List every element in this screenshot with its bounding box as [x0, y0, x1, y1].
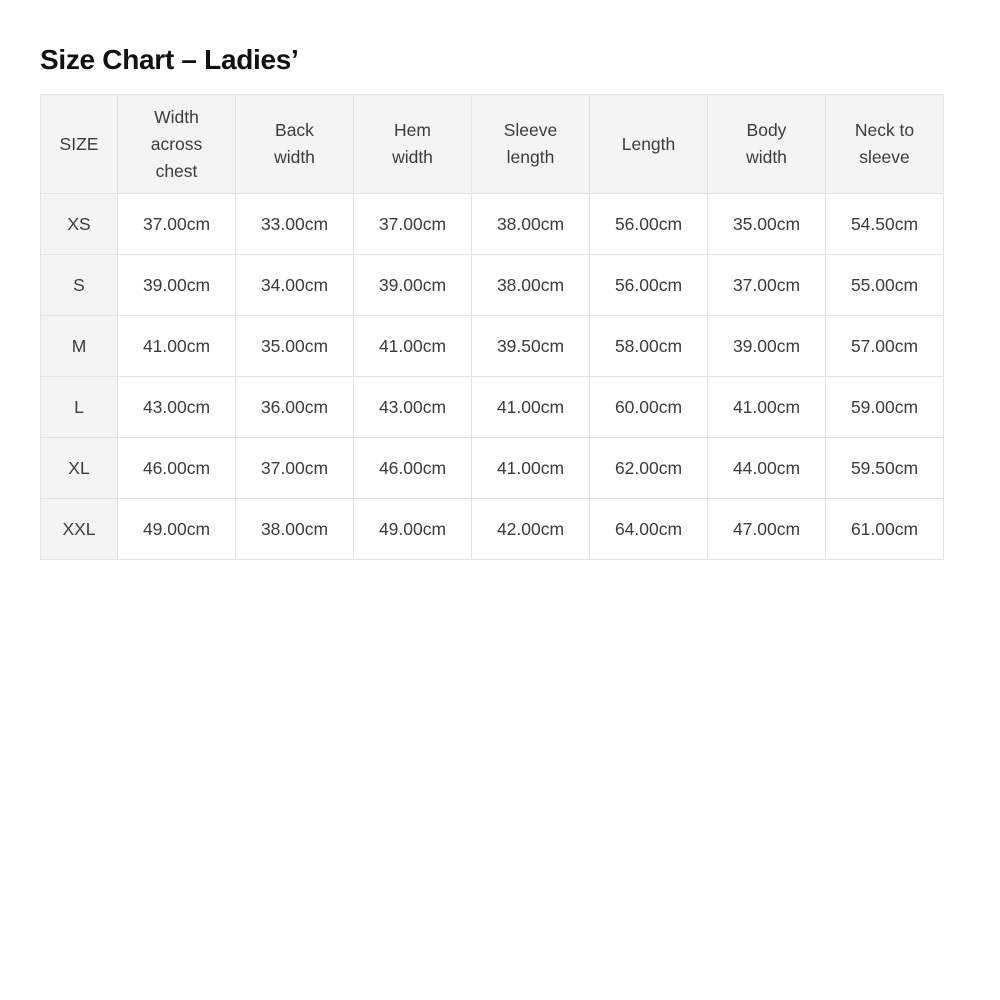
- page-title: Size Chart – Ladies’: [40, 44, 299, 75]
- table-row: [41, 255, 944, 316]
- header-length: Length: [590, 95, 708, 194]
- table-cell: 33.00cm: [236, 194, 354, 255]
- table-cell: 43.00cm: [118, 377, 236, 438]
- header-sleeve-length: Sleeve length: [472, 95, 590, 194]
- table-cell: 37.00cm: [354, 194, 472, 255]
- table-cell: 41.00cm: [472, 438, 590, 499]
- size-cell: XS: [41, 194, 118, 255]
- table-cell: 55.00cm: [826, 255, 944, 316]
- table-row: [41, 438, 944, 499]
- table-row: [41, 316, 944, 377]
- table-row: [41, 377, 944, 438]
- table-cell: 38.00cm: [472, 255, 590, 316]
- header-width-across-chest: Width across chest: [118, 95, 236, 194]
- table-body: [41, 194, 944, 560]
- table-cell: 60.00cm: [590, 377, 708, 438]
- table-cell: 56.00cm: [590, 194, 708, 255]
- table-cell: 41.00cm: [472, 377, 590, 438]
- table-cell: 39.00cm: [354, 255, 472, 316]
- table-cell: 42.00cm: [472, 499, 590, 560]
- table-cell: 46.00cm: [354, 438, 472, 499]
- table-row: [41, 194, 944, 255]
- table-cell: 35.00cm: [708, 194, 826, 255]
- table-cell: 41.00cm: [118, 316, 236, 377]
- table-cell: 35.00cm: [236, 316, 354, 377]
- table-cell: 56.00cm: [590, 255, 708, 316]
- table-cell: 38.00cm: [236, 499, 354, 560]
- table-cell: 38.00cm: [472, 194, 590, 255]
- size-cell: L: [41, 377, 118, 438]
- table-cell: 39.00cm: [708, 316, 826, 377]
- table-cell: 49.00cm: [354, 499, 472, 560]
- table-cell: 47.00cm: [708, 499, 826, 560]
- header-back-width: Back width: [236, 95, 354, 194]
- table-cell: 43.00cm: [354, 377, 472, 438]
- header-size: SIZE: [41, 95, 118, 194]
- size-cell: XL: [41, 438, 118, 499]
- table-cell: 58.00cm: [590, 316, 708, 377]
- table-cell: 41.00cm: [354, 316, 472, 377]
- table-cell: 54.50cm: [826, 194, 944, 255]
- table-cell: 37.00cm: [708, 255, 826, 316]
- table-row: [41, 499, 944, 560]
- header-hem-width: Hem width: [354, 95, 472, 194]
- table-cell: 61.00cm: [826, 499, 944, 560]
- table-cell: 64.00cm: [590, 499, 708, 560]
- table-cell: 59.00cm: [826, 377, 944, 438]
- table-cell: 41.00cm: [708, 377, 826, 438]
- header-body-width: Body width: [708, 95, 826, 194]
- table-cell: 62.00cm: [590, 438, 708, 499]
- header-row: [41, 95, 944, 194]
- table-cell: 37.00cm: [118, 194, 236, 255]
- size-cell: S: [41, 255, 118, 316]
- table-header: [41, 95, 944, 194]
- table-cell: 49.00cm: [118, 499, 236, 560]
- table-cell: 39.00cm: [118, 255, 236, 316]
- table-cell: 59.50cm: [826, 438, 944, 499]
- table-cell: 37.00cm: [236, 438, 354, 499]
- header-neck-to-sleeve: Neck to sleeve: [826, 95, 944, 194]
- size-cell: M: [41, 316, 118, 377]
- table-cell: 39.50cm: [472, 316, 590, 377]
- size-chart-table: [40, 94, 944, 560]
- table-cell: 36.00cm: [236, 377, 354, 438]
- table-cell: 57.00cm: [826, 316, 944, 377]
- size-cell: XXL: [41, 499, 118, 560]
- table-cell: 34.00cm: [236, 255, 354, 316]
- table-cell: 44.00cm: [708, 438, 826, 499]
- table-cell: 46.00cm: [118, 438, 236, 499]
